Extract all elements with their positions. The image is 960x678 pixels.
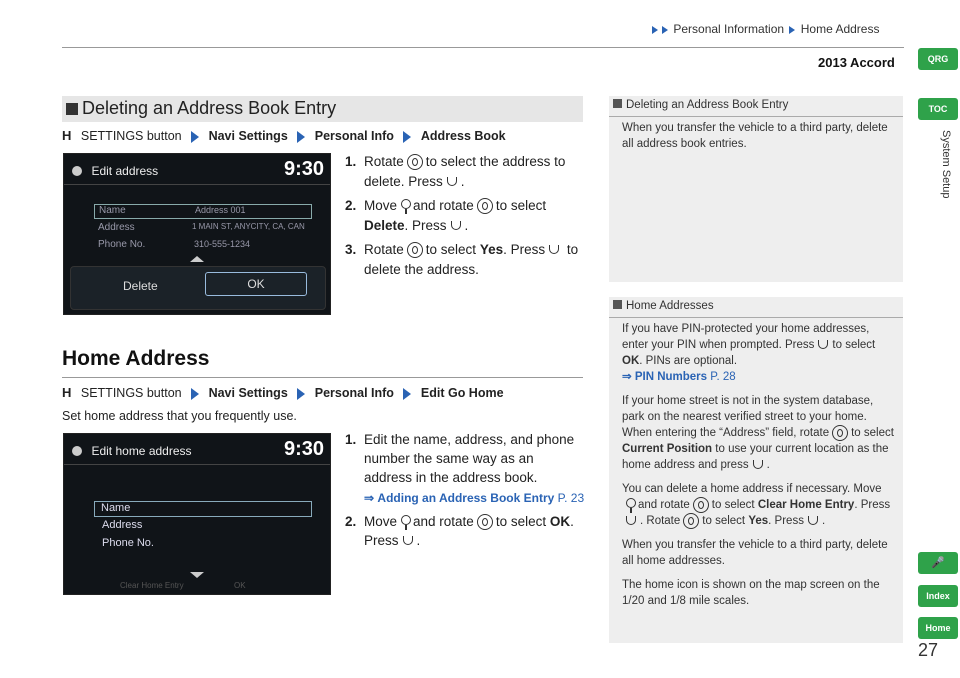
ok-label[interactable]: OK bbox=[234, 581, 246, 590]
enter-press-icon bbox=[752, 459, 764, 471]
toc-tab[interactable]: TOC bbox=[918, 98, 958, 120]
section-tab-label: System Setup bbox=[940, 130, 952, 199]
step-text: and rotate bbox=[413, 198, 474, 213]
home-item-address[interactable] bbox=[94, 519, 310, 533]
step-text: Rotate bbox=[364, 154, 404, 169]
enter-press-icon bbox=[625, 515, 637, 527]
link-arrow-icon: ⇒ bbox=[364, 491, 375, 505]
breadcrumb-home-address[interactable]: Home Address bbox=[800, 22, 880, 36]
step-text: to select bbox=[425, 242, 477, 257]
interface-dial-icon bbox=[477, 514, 493, 530]
link-page[interactable]: P. 28 bbox=[710, 371, 736, 383]
note-marker-icon bbox=[613, 99, 622, 108]
item-label: Address bbox=[102, 519, 143, 531]
path-settings: SETTINGS button bbox=[80, 386, 182, 400]
gear-icon bbox=[72, 446, 82, 456]
step-number: 2. bbox=[345, 198, 357, 213]
section-square-icon bbox=[66, 103, 78, 115]
step-text: Rotate bbox=[364, 242, 404, 257]
voice-tab[interactable] bbox=[918, 552, 958, 574]
clear-home-entry-label[interactable]: Clear Home Entry bbox=[120, 581, 184, 590]
ok-button[interactable] bbox=[205, 272, 307, 296]
page-number: 27 bbox=[918, 640, 939, 660]
step-number: 3. bbox=[345, 242, 357, 257]
link-page[interactable]: P. 23 bbox=[557, 491, 585, 505]
step-number: 2. bbox=[345, 514, 357, 529]
note-box-2 bbox=[609, 297, 903, 643]
note-paragraph-4: When you transfer the vehicle to a third party, delete all home addresses. bbox=[622, 539, 888, 568]
note-title: Deleting an Address Book Entry bbox=[626, 99, 789, 111]
home-button-icon: H bbox=[62, 385, 72, 400]
step-text: . Press bbox=[364, 514, 574, 548]
move-joystick-icon bbox=[400, 515, 410, 529]
step-keyword: Delete bbox=[364, 218, 405, 233]
step-keyword: OK bbox=[549, 514, 571, 529]
home-item-phone[interactable] bbox=[94, 537, 310, 551]
step-text: . bbox=[464, 218, 469, 233]
down-arrow-icon bbox=[190, 572, 204, 578]
step-1 bbox=[345, 430, 585, 506]
row-value: 1 MAIN ST, ANYCITY, CA, CAN bbox=[192, 222, 305, 231]
note-box-1 bbox=[609, 96, 903, 282]
path-arrow-icon bbox=[297, 131, 305, 143]
steps-2 bbox=[345, 430, 585, 550]
section-header bbox=[62, 96, 583, 122]
path-arrow-icon bbox=[403, 131, 411, 143]
delete-label: Delete bbox=[123, 279, 158, 293]
index-tab[interactable]: Index bbox=[918, 585, 958, 607]
voice-icon: 🎤 bbox=[931, 557, 945, 569]
path-arrow-icon bbox=[403, 388, 411, 400]
interface-dial-icon bbox=[407, 242, 423, 258]
path-personal-info: Personal Info bbox=[314, 386, 394, 400]
step-1 bbox=[345, 152, 585, 192]
link-arrow-icon: ⇒ bbox=[622, 371, 632, 383]
move-joystick-icon bbox=[400, 199, 410, 213]
enter-press-icon bbox=[402, 535, 414, 547]
move-joystick-icon bbox=[625, 498, 635, 512]
note-body bbox=[622, 120, 892, 160]
item-label: Phone No. bbox=[102, 537, 154, 549]
enter-press-icon bbox=[817, 339, 829, 351]
note-paragraph-1: If you have PIN-protected your home addresses, enter your PIN when prompted. Press to select OK. PINs are optional. bbox=[622, 323, 876, 367]
note-rule bbox=[609, 116, 903, 117]
heading-rule bbox=[62, 377, 583, 378]
screen-divider bbox=[64, 464, 330, 465]
screen-title: Edit address bbox=[91, 164, 159, 178]
path-arrow-icon bbox=[191, 131, 199, 143]
address-row-name[interactable] bbox=[94, 204, 312, 219]
up-arrow-icon bbox=[190, 256, 204, 262]
link-text[interactable]: PIN Numbers bbox=[634, 371, 708, 383]
breadcrumb-arrow-icon bbox=[789, 26, 795, 34]
note-paragraph-3: You can delete a home address if necessary. Moveand rotate to select Clear Home Entry. Press. Rotate to select Yes. Press . bbox=[622, 483, 891, 528]
step-text: Move bbox=[364, 198, 398, 213]
step-3 bbox=[345, 240, 585, 280]
screen-clock: 9:30 bbox=[283, 158, 324, 180]
breadcrumb-arrow-icon bbox=[662, 26, 668, 34]
path-arrow-icon bbox=[297, 388, 305, 400]
path-arrow-icon bbox=[191, 388, 199, 400]
step-text: to delete the address. bbox=[364, 242, 579, 277]
enter-press-icon bbox=[807, 515, 819, 527]
steps-1 bbox=[345, 152, 585, 280]
path-navi-settings: Navi Settings bbox=[208, 129, 288, 143]
enter-press-icon bbox=[450, 220, 462, 232]
enter-press-icon bbox=[548, 244, 560, 256]
step-text: . Press bbox=[503, 242, 546, 257]
note-paragraph-2: If your home street is not in the system database, park on the nearest verified street to your home. When entering the “Address” field, rotate to select Current Position to use your current location as the home address and press . bbox=[622, 395, 894, 472]
row-value: Address 001 bbox=[195, 205, 246, 215]
interface-dial-icon bbox=[693, 497, 709, 513]
section-title: Deleting an Address Book Entry bbox=[82, 98, 337, 118]
address-row-address[interactable] bbox=[94, 222, 310, 235]
interface-dial-icon bbox=[832, 425, 848, 441]
step-text: to select bbox=[495, 198, 547, 213]
breadcrumb-personal-info[interactable]: Personal Information bbox=[673, 22, 785, 36]
row-label: Name bbox=[99, 205, 126, 216]
edit-address-screen bbox=[63, 153, 331, 315]
note-header bbox=[613, 300, 714, 312]
ok-label: OK bbox=[247, 277, 265, 291]
link-text[interactable]: Adding an Address Book Entry bbox=[377, 491, 555, 505]
screen-clock: 9:30 bbox=[283, 438, 324, 460]
path-edit-go-home: Edit Go Home bbox=[420, 386, 504, 400]
note-body bbox=[622, 321, 894, 617]
qrg-tab[interactable]: QRG bbox=[918, 48, 958, 70]
address-row-phone[interactable] bbox=[94, 239, 310, 252]
header-rule bbox=[62, 47, 904, 48]
step-2 bbox=[345, 512, 585, 550]
path-address-book: Address Book bbox=[420, 129, 506, 143]
step-text: . bbox=[460, 174, 465, 189]
step-text: and rotate bbox=[413, 514, 474, 529]
screen-title: Edit home address bbox=[91, 444, 192, 458]
enter-press-icon bbox=[446, 176, 458, 188]
screen-title-bar bbox=[72, 442, 192, 460]
step-text: Edit the name, address, and phone number the same way as an address in the address book. bbox=[364, 432, 575, 485]
row-label: Address bbox=[98, 222, 135, 233]
interface-dial-icon bbox=[407, 154, 423, 170]
path-settings: SETTINGS button bbox=[80, 129, 182, 143]
home-address-heading: Home Address bbox=[62, 347, 210, 370]
step-text: Move bbox=[364, 514, 398, 529]
confirm-panel bbox=[70, 266, 326, 310]
step-text: . Press bbox=[404, 218, 447, 233]
screen-divider bbox=[64, 184, 330, 185]
model-name: 2013 Accord bbox=[818, 55, 895, 70]
interface-dial-icon bbox=[477, 198, 493, 214]
cross-reference-link[interactable] bbox=[364, 490, 585, 506]
note-rule bbox=[609, 317, 903, 318]
interface-dial-icon bbox=[683, 513, 699, 529]
note-paragraph-5: The home icon is shown on the map screen on the 1/20 and 1/8 mile scales. bbox=[622, 579, 880, 608]
note-header bbox=[613, 99, 788, 111]
home-item-name[interactable] bbox=[94, 501, 312, 517]
step-number: 1. bbox=[345, 154, 357, 169]
gear-icon bbox=[72, 166, 82, 176]
step-text: . bbox=[416, 533, 421, 548]
home-tab[interactable]: Home bbox=[918, 617, 958, 639]
path-navi-settings: Navi Settings bbox=[208, 386, 288, 400]
path-personal-info: Personal Info bbox=[314, 129, 394, 143]
step-keyword: Yes bbox=[479, 242, 504, 257]
step-text: to select the address to delete. Press bbox=[364, 154, 566, 189]
step-2 bbox=[345, 196, 585, 236]
home-button-icon: H bbox=[62, 128, 72, 143]
note-title: Home Addresses bbox=[626, 300, 714, 312]
edit-home-address-screen bbox=[63, 433, 331, 595]
row-label: Phone No. bbox=[98, 239, 146, 250]
pin-numbers-link[interactable] bbox=[622, 369, 894, 385]
step-text: to select bbox=[495, 514, 547, 529]
step-number: 1. bbox=[345, 432, 357, 447]
note-paragraph: When you transfer the vehicle to a third party, delete all address book entries. bbox=[622, 122, 888, 150]
note-marker-icon bbox=[613, 300, 622, 309]
row-value: 310-555-1234 bbox=[194, 239, 251, 249]
intro-text: Set home address that you frequently use. bbox=[62, 409, 297, 423]
breadcrumb bbox=[650, 22, 879, 36]
screen-title-bar bbox=[72, 162, 158, 180]
settings-path bbox=[62, 128, 506, 143]
breadcrumb-arrow-icon bbox=[652, 26, 658, 34]
settings-path-2 bbox=[62, 385, 504, 400]
item-label: Name bbox=[101, 502, 131, 514]
